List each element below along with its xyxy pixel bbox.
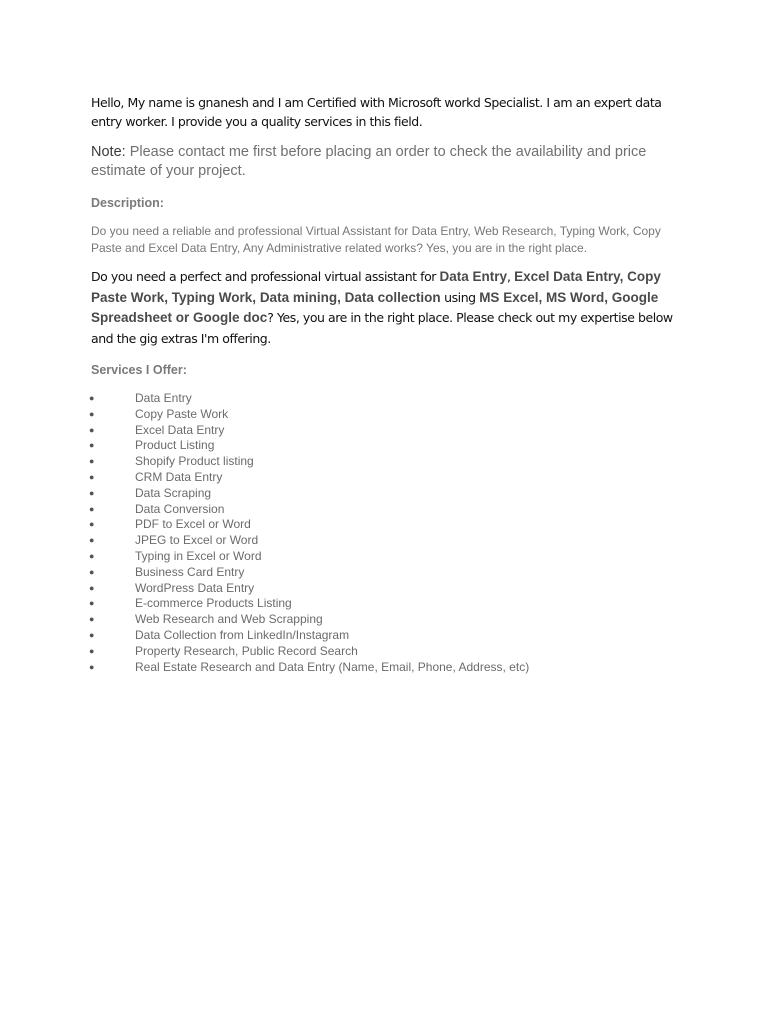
highlight-term: MS Word [545, 289, 605, 305]
list-item-label: Excel Data Entry [135, 422, 225, 437]
list-item [91, 454, 681, 470]
bullet-icon: ● [89, 424, 95, 435]
list-item-label: Real Estate Research and Data Entry (Name, Email, Phone, Address, etc) [135, 659, 530, 674]
description-text: Do you need a reliable and professional Virtual Assistant for Data Entry, Web Research, Typing Work, Copy Paste and Excel Data Entry, Any Administrative related works? Yes, you are in the right place. [91, 224, 661, 255]
bullet-icon: ● [89, 645, 95, 656]
bullet-icon: ● [89, 629, 95, 640]
list-item-label: E-commerce Products Listing [135, 596, 292, 611]
list-item [91, 581, 681, 597]
list-item-label: Shopify Product listing [135, 454, 254, 469]
bullet-icon: ● [89, 519, 95, 530]
list-item [91, 644, 681, 660]
highlight-term: Data collection [344, 289, 441, 305]
pitch-text: using [440, 289, 480, 305]
bullet-icon: ● [89, 408, 95, 419]
description-heading: Description: [91, 196, 164, 210]
list-item-label: Data Conversion [135, 501, 225, 516]
list-item-label: Typing in Excel or Word [135, 548, 262, 563]
list-item [91, 486, 681, 502]
pitch-separator: , [538, 289, 546, 305]
list-item-label: Property Research, Public Record Search [135, 643, 358, 658]
list-item-label: Product Listing [135, 438, 215, 453]
bullet-icon: ● [89, 550, 95, 561]
highlight-term: Data Entry [439, 269, 508, 284]
document-page [91, 93, 681, 675]
intro-paragraph: Hello, My name is gnanesh and I am Certified with Microsoft workd Specialist. I am an expert data entry worker. I provide you a quality services in this field. [91, 95, 662, 129]
list-item [91, 517, 681, 533]
list-item-label: Business Card Entry [135, 564, 245, 579]
note-label: Note: [91, 144, 126, 160]
list-item [91, 470, 681, 486]
highlight-term: MS Excel [479, 289, 539, 305]
list-item [91, 423, 681, 439]
bullet-icon: ● [89, 471, 95, 482]
pitch-paragraph [91, 267, 681, 349]
highlight-term: Typing Work [171, 289, 253, 305]
list-item-label: Data Collection from LinkedIn/Instagram [135, 627, 350, 642]
list-item [91, 612, 681, 628]
pitch-separator: , [164, 289, 172, 305]
pitch-text: Do you need a perfect and professional virtual assistant for [91, 269, 440, 284]
pitch-separator: , [604, 289, 612, 305]
note-paragraph [91, 143, 681, 181]
list-item-label: CRM Data Entry [135, 469, 223, 484]
list-item-label: Data Scraping [135, 485, 212, 500]
bullet-icon: ● [89, 598, 95, 609]
note-text: Please contact me first before placing an order to check the availability and price estimate of your project. [91, 144, 647, 179]
list-item-label: JPEG to Excel or Word [135, 533, 259, 548]
list-item [91, 628, 681, 644]
bullet-icon: ● [89, 440, 95, 451]
list-item [91, 391, 681, 407]
list-item [91, 533, 681, 549]
highlight-term: Excel Data Entry [514, 269, 620, 284]
bullet-icon: ● [89, 661, 95, 672]
pitch-separator: , [619, 269, 628, 284]
list-item [91, 438, 681, 454]
list-item-label: Copy Paste Work [135, 406, 229, 421]
list-item [91, 502, 681, 518]
bullet-icon: ● [89, 582, 95, 593]
list-item-label: Web Research and Web Scrapping [135, 612, 323, 627]
bullet-icon: ● [89, 614, 95, 625]
pitch-separator: , [337, 289, 345, 305]
bullet-icon: ● [89, 503, 95, 514]
list-item-label: Data Entry [135, 391, 192, 405]
services-heading: Services I Offer: [91, 363, 187, 377]
highlight-term: Copy Paste Work [91, 269, 661, 305]
list-item [91, 565, 681, 581]
pitch-text: ? Yes, you are in the right place. Please check out my expertise below and the gig extras I'm offering. [91, 310, 673, 346]
bullet-icon: ● [89, 566, 95, 577]
bullet-icon: ● [89, 393, 95, 403]
services-list [91, 391, 681, 675]
list-item-label: PDF to Excel or Word [135, 517, 251, 532]
list-item [91, 407, 681, 423]
bullet-icon: ● [89, 456, 95, 467]
highlight-term: Data mining [259, 289, 338, 305]
highlight-term: Google Spreadsheet or Google doc [91, 289, 659, 325]
bullet-icon: ● [89, 535, 95, 546]
list-item [91, 549, 681, 565]
bullet-icon: ● [89, 487, 95, 498]
list-item-label: WordPress Data Entry [135, 580, 255, 595]
pitch-separator: , [252, 289, 260, 305]
list-item [91, 660, 681, 676]
list-item [91, 596, 681, 612]
pitch-separator: , [507, 269, 515, 284]
